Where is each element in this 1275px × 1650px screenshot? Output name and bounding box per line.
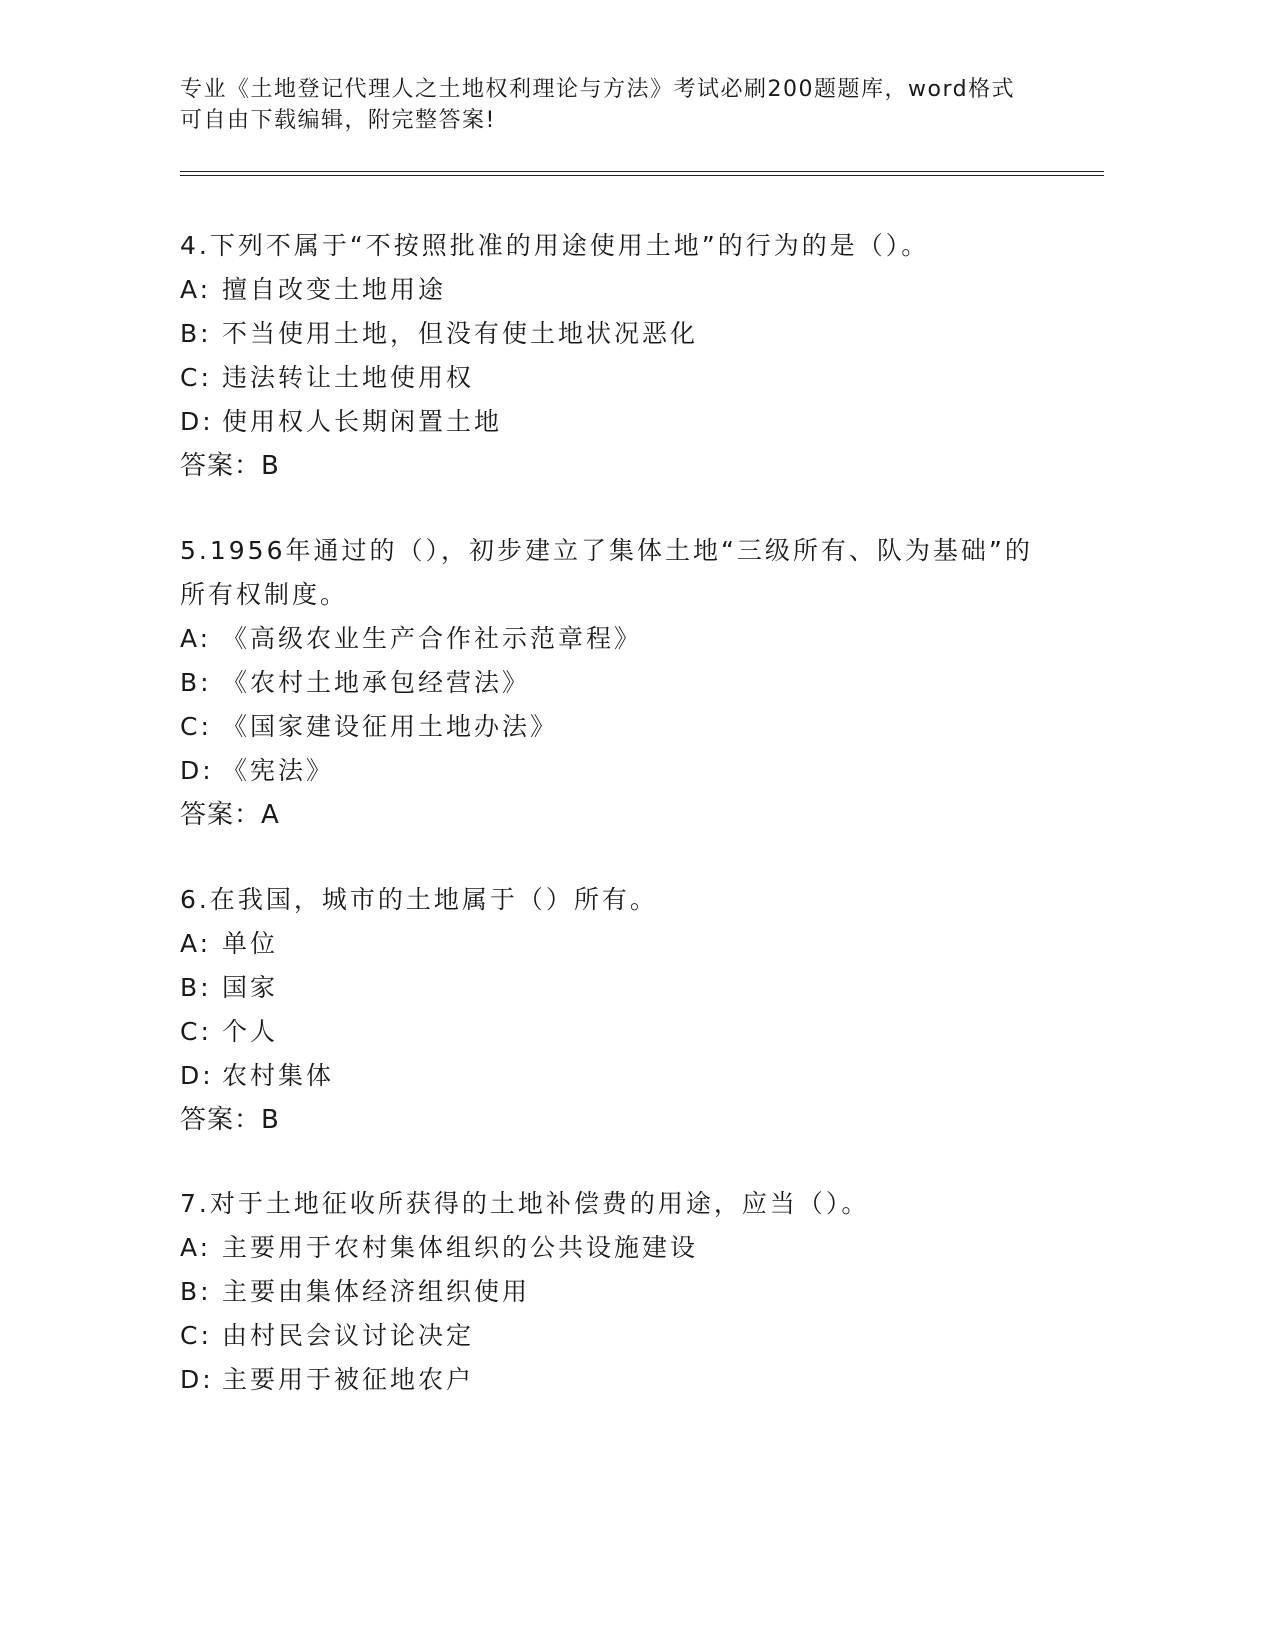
option-text: 《农村土地承包经营法》 [222,668,531,697]
question-stem: 6.在我国，城市的土地属于（）所有。 [180,885,658,914]
option-b [180,1270,1060,1314]
option-d [180,400,1060,444]
answer-line: 答案：B [180,1105,280,1135]
option-b [180,661,1060,705]
option-d [180,749,1060,793]
option-key: C: [180,712,212,741]
answer-line: 答案：A [180,800,280,830]
option-c [180,1314,1060,1358]
question-5 [180,529,1060,837]
option-b [180,966,1060,1010]
option-key: B: [180,973,212,1002]
option-key: A: [180,1233,212,1262]
question-stem: 5.1956年通过的（），初步建立了集体土地“三级所有、队为基础”的所有权制度。 [180,536,1033,609]
option-text: 主要用于被征地农户 [222,1365,475,1394]
option-text: 违法转让土地使用权 [222,363,475,392]
option-key: B: [180,668,212,697]
option-c [180,1010,1060,1054]
option-text: 《国家建设征用土地办法》 [222,712,559,741]
option-text: 农村集体 [222,1061,335,1090]
option-d [180,1054,1060,1098]
question-4 [180,224,1060,488]
option-key: C: [180,363,212,392]
header-line-2: 可自由下载编辑，附完整答案! [180,108,496,133]
question-7 [180,1182,1060,1402]
option-b [180,312,1060,356]
option-text: 国家 [222,973,279,1002]
option-text: 主要用于农村集体组织的公共设施建设 [222,1233,699,1262]
option-key: D: [180,407,214,436]
option-c [180,356,1060,400]
header-divider-top [180,171,1104,172]
option-key: B: [180,319,212,348]
answer-line: 答案：B [180,451,280,481]
option-text: 个人 [222,1017,279,1046]
option-text: 不当使用土地，但没有使土地状况恶化 [222,319,699,348]
option-text: 单位 [222,929,279,958]
header-divider-bottom [180,175,1104,176]
option-key: D: [180,1365,214,1394]
option-key: C: [180,1321,212,1350]
option-key: D: [180,1061,214,1090]
option-a [180,617,1060,661]
option-key: A: [180,624,212,653]
option-text: 《高级农业生产合作社示范章程》 [222,624,643,653]
question-stem: 4.下列不属于“不按照批准的用途使用土地”的行为的是（）。 [180,231,930,260]
option-a [180,268,1060,312]
question-6 [180,878,1060,1142]
option-d [180,1358,1060,1402]
option-text: 《宪法》 [222,756,335,785]
option-text: 擅自改变土地用途 [222,275,447,304]
option-a [180,922,1060,966]
option-key: C: [180,1017,212,1046]
question-stem: 7.对于土地征收所获得的土地补偿费的用途，应当（）。 [180,1189,870,1218]
option-c [180,705,1060,749]
option-key: D: [180,756,214,785]
header-line-1: 专业《土地登记代理人之土地权利理论与方法》考试必刷200题题库，word格式 [180,77,1016,102]
option-text: 由村民会议讨论决定 [222,1321,475,1350]
document-header [180,74,1040,136]
option-key: A: [180,929,212,958]
option-text: 主要由集体经济组织使用 [222,1277,531,1306]
option-key: A: [180,275,212,304]
option-text: 使用权人长期闲置土地 [222,407,503,436]
option-a [180,1226,1060,1270]
option-key: B: [180,1277,212,1306]
